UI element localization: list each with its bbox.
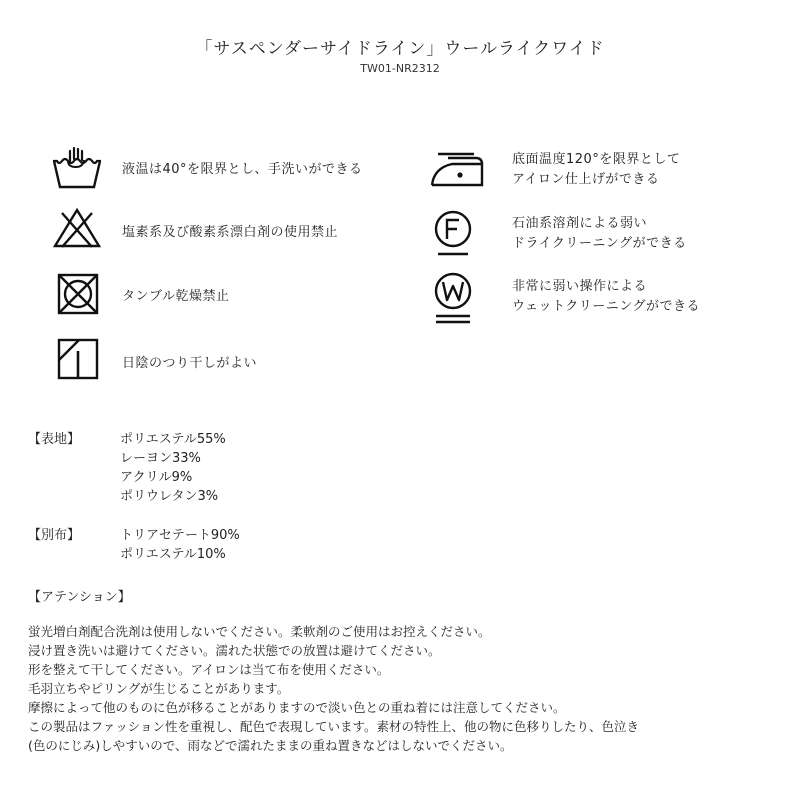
care-text-line: 石油系溶剤による弱い xyxy=(512,216,648,231)
hand-wash-40-icon xyxy=(50,147,104,191)
care-text-line: ウェットクリーニングができる xyxy=(512,299,700,314)
care-text-line: 塩素系及び酸素系漂白剤の使用禁止 xyxy=(122,225,339,240)
material-label-outer: 【表地】 xyxy=(28,432,81,447)
attention-line: 毛羽立ちやピリングが生じることがあります。 xyxy=(28,681,290,696)
product-code: TW01-NR2312 xyxy=(360,62,440,75)
care-text-line: 日陰のつり干しがよい xyxy=(122,356,258,371)
dry-clean-f-icon xyxy=(432,208,474,258)
iron-low-icon xyxy=(428,150,486,188)
page-title: 「サスペンダーサイドライン」ウールライクワイド xyxy=(195,39,605,59)
care-text-line: ドライクリーニングができる xyxy=(512,236,687,251)
material-item: アクリル9% xyxy=(120,470,193,485)
wet-clean-w-icon xyxy=(432,270,474,326)
material-list-outer xyxy=(120,430,226,506)
material-label-other: 【別布】 xyxy=(28,528,81,543)
no-bleach-icon xyxy=(52,207,102,249)
material-list-other xyxy=(120,526,240,564)
shade-line-dry-icon xyxy=(56,337,100,381)
care-text-line: 非常に弱い操作による xyxy=(512,279,648,294)
attention-line: 摩擦によって他のものに色が移ることがありますので淡い色との重ね着には注意してください。 xyxy=(28,700,566,715)
attention-line: 蛍光増白剤配合洗剤は使用しないでください。柔軟剤のご使用はお控えください。 xyxy=(28,624,491,639)
attention-text xyxy=(28,622,639,755)
no-tumble-dry-icon xyxy=(56,272,100,316)
care-text-line: 底面温度120°を限界として xyxy=(512,152,681,167)
care-text-line: タンブル乾燥禁止 xyxy=(122,289,230,304)
attention-line: (色のにじみ)しやすいので、雨などで濡れたままの重ね置きなどはしないでください。 xyxy=(28,738,513,753)
material-item: ポリウレタン3% xyxy=(120,489,219,504)
attention-line: 形を整えて干してください。アイロンは当て布を使用ください。 xyxy=(28,662,390,677)
material-item: レーヨン33% xyxy=(120,451,201,466)
material-item: トリアセテート90% xyxy=(120,528,240,543)
attention-line: 浸け置き洗いは避けてください。濡れた状態での放置は避けてください。 xyxy=(28,643,441,658)
attention-line: この製品はファッション性を重視し、配色で表現しています。素材の特性上、他の物に色移りしたり、色泣き xyxy=(28,719,640,734)
care-text-line: 液温は40°を限界とし、手洗いができる xyxy=(122,162,363,177)
attention-title: 【アテンション】 xyxy=(28,590,131,605)
care-text-line: アイロン仕上げができる xyxy=(512,172,660,187)
material-item: ポリエステル10% xyxy=(120,547,226,562)
material-item: ポリエステル55% xyxy=(120,432,226,447)
